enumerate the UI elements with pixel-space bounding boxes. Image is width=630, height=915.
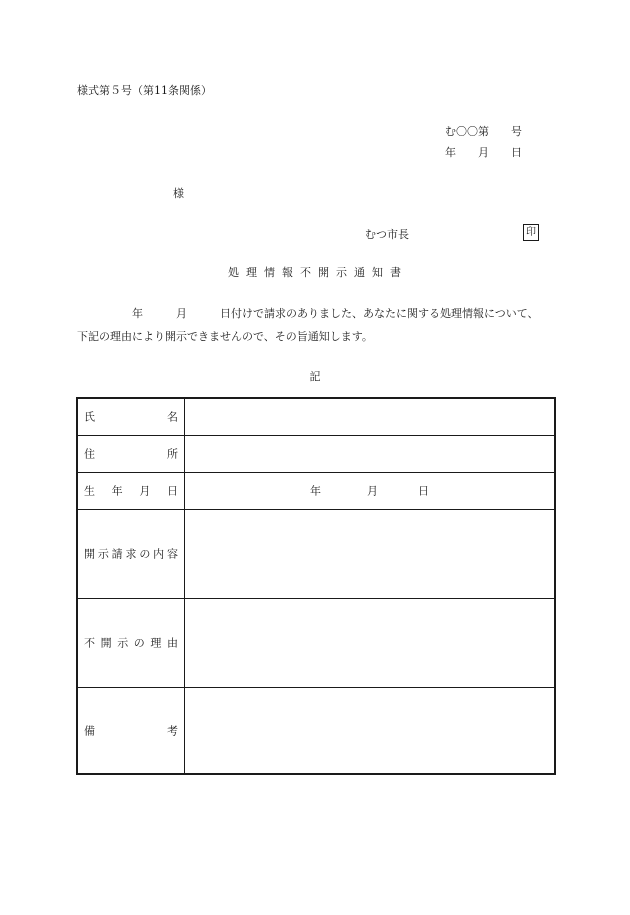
label-char: 考: [167, 724, 178, 737]
request-content-label: [84, 549, 178, 560]
non-disclosure-reason-label: [84, 638, 178, 649]
label-char: 求: [125, 547, 137, 561]
label-char: 内: [153, 547, 165, 561]
label-char: 所: [167, 447, 178, 461]
label-char: 備: [84, 724, 95, 737]
reference-number: む〇〇第 号: [445, 125, 522, 138]
label-char: 月: [139, 484, 151, 498]
reference-date: 年 月 日: [445, 146, 522, 159]
birthdate-value-cell[interactable]: [185, 473, 554, 509]
document-title: 処理情報不開示通知書: [228, 266, 408, 279]
table-row-address: [78, 436, 554, 473]
label-char: 住: [84, 447, 95, 461]
remarks-value-cell[interactable]: [185, 688, 554, 773]
label-cell: [78, 436, 185, 472]
label-char: の: [139, 547, 151, 561]
address-value-cell[interactable]: [185, 436, 554, 472]
remarks-label: [84, 725, 178, 736]
name-value-cell[interactable]: [185, 399, 554, 435]
label-cell: [78, 599, 185, 687]
label-char: 開: [100, 636, 112, 650]
label-char: 理: [150, 636, 162, 650]
form-number: 様式第５号（第11条関係）: [77, 84, 212, 97]
label-char: 生: [84, 484, 95, 498]
label-char: 請: [111, 547, 123, 561]
label-char: 年: [111, 484, 123, 498]
sender-name: むつ市長: [365, 228, 409, 241]
label-char: 氏: [84, 410, 95, 424]
label-cell: [78, 510, 185, 598]
body-text-line-2: 下記の理由により開示できませんので、その旨通知します。: [77, 330, 373, 343]
seal-mark: 印: [523, 224, 539, 241]
label-char: 容: [166, 547, 178, 561]
label-char: の: [133, 636, 145, 650]
birthdate-value: [185, 486, 554, 497]
table-row-remarks: [78, 688, 554, 773]
table-row-birthdate: [78, 473, 554, 510]
request-content-value-cell[interactable]: [185, 510, 554, 598]
label-char: 日: [166, 484, 178, 498]
label-cell: [78, 688, 185, 773]
label-cell: [78, 473, 185, 509]
table-row-reason: [78, 599, 554, 688]
table-row-name: [78, 399, 554, 436]
label-char: 不: [84, 636, 95, 650]
label-char: 開: [84, 547, 95, 561]
label-char: 由: [166, 636, 178, 650]
table-row-request-content: [78, 510, 554, 599]
birth-day-unit: 日: [418, 484, 429, 498]
body-text-line-1: 年 月 日付けで請求のありました、あなたに関する処理情報について、: [77, 307, 539, 320]
label-char: 示: [117, 636, 129, 650]
addressee: 様: [173, 187, 184, 200]
label-char: 示: [97, 547, 109, 561]
reason-value-cell[interactable]: [185, 599, 554, 687]
information-table: [76, 397, 556, 775]
birth-month-unit: 月: [367, 484, 378, 498]
address-label: [84, 449, 178, 460]
birthdate-label: [84, 486, 178, 497]
birth-year-unit: 年: [310, 484, 321, 498]
name-label: [84, 412, 178, 423]
label-cell: [78, 399, 185, 435]
ki-heading: 記: [309, 370, 321, 383]
label-char: 名: [167, 410, 178, 424]
